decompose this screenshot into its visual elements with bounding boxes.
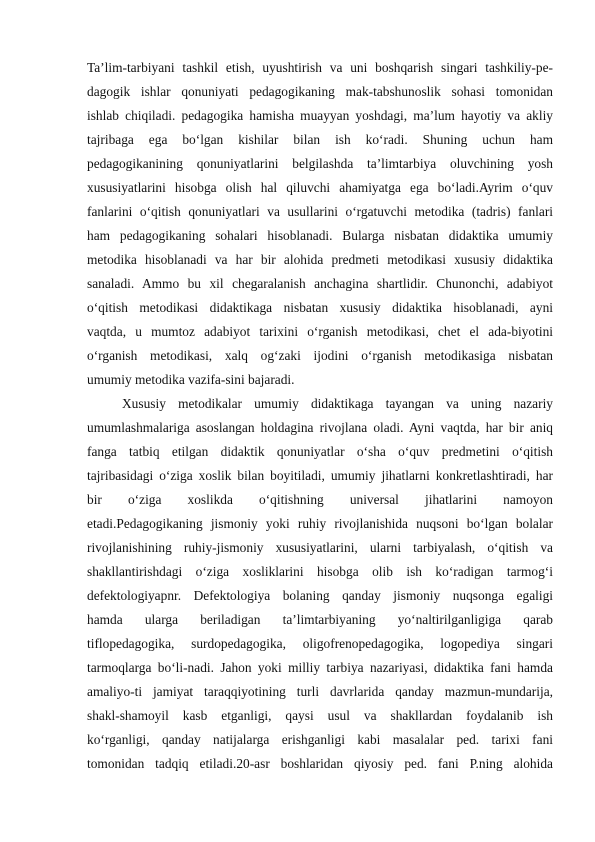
text-line: rivojlanishining ruhiy-jismoniy xususiyatlarini, ularni tarbiyalash, o‘qitish va: [87, 540, 553, 555]
text-line: umumiy metodika vazifa-sini bajaradi.: [87, 372, 295, 387]
text-line: Xususiy metodikalar umumiy didaktikaga tayangan va uning nazariy: [122, 396, 553, 411]
text-line: o‘rganish metodikasi, xalq og‘zaki ijodini o‘rganish metodikasiga nisbatan: [87, 348, 553, 363]
text-line: Ta’lim-tarbiyani tashkil etish, uyushtirish va uni boshqarish singari tashkiliy-pe-: [87, 60, 553, 75]
text-line: tomonidan tadqiq etiladi.20-asr boshlaridan qiyosiy ped. fani P.ning alohida: [87, 756, 553, 771]
text-line: tiflopedagogika, surdopedagogika, oligofrenopedagogika, logopediya singari: [87, 636, 553, 651]
text-line: umumlashmalariga asoslangan holdagina rivojlana oladi. Ayni vaqtda, har bir aniq: [87, 420, 553, 435]
text-line: etadi.Pedagogikaning jismoniy yoki ruhiy rivojlanishida nuqsoni bo‘lgan bolalar: [87, 516, 553, 531]
text-line: ishlab chiqiladi. pedagogika hamisha muayyan yoshdagi, ma’lum hayotiy va akliy: [87, 108, 553, 123]
text-line: ham pedagogikaning sohalari hisoblanadi. Bularga nisbatan didaktika umumiy: [87, 228, 553, 243]
text-line: vaqtda, u mumtoz adabiyot tarixini o‘rganish metodikasi, chet el ada-biyotini: [87, 324, 553, 339]
text-line: fanga tatbiq etilgan didaktik qonuniyatlar o‘sha o‘quv predmetini o‘qitish: [87, 444, 553, 459]
paragraph-2: [87, 392, 553, 776]
text-line: hamda ularga beriladigan ta’limtarbiyaning yo‘naltirilganligiga qarab: [87, 612, 553, 627]
text-line: defektologiyapnr. Defektologiya bolaning qanday jismoniy nuqsonga egaligi: [87, 588, 553, 603]
document-page: [87, 56, 553, 776]
text-line: shakl-shamoyil kasb etganligi, qaysi usul va shakllardan foydalanib ish: [87, 708, 553, 723]
paragraph-1: [87, 56, 553, 392]
text-line: ko‘rganligi, qanday natijalarga erishganligi kabi masalalar ped. tarixi fani: [87, 732, 553, 747]
text-line: tarmoqlarga bo‘li-nadi. Jahon yoki milliy tarbiya nazariyasi, didaktika fani hamda: [87, 660, 553, 675]
text-line: dagogik ishlar qonuniyati pedagogikaning mak-tabshunoslik sohasi tomonidan: [87, 84, 553, 99]
text-line: tajribasidagi o‘ziga xoslik bilan boyitiladi, umumiy jihatlarni konkretlashtiradi, har: [87, 468, 553, 483]
text-line: amaliyo-ti jamiyat taraqqiyotining turli davrlarida qanday mazmun-mundarija,: [87, 684, 553, 699]
text-line: fanlarini o‘qitish qonuniyatlari va usullarini o‘rgatuvchi metodika (tadris) fanlari: [87, 204, 553, 219]
text-line: o‘qitish metodikasi didaktikaga nisbatan xususiy didaktika hisoblanadi, ayni: [87, 300, 553, 315]
text-line: sanaladi. Ammo bu xil chegaralanish anchagina shartlidir. Chunonchi, adabiyot: [87, 276, 553, 291]
text-line: xususiyatlarini hisobga olish hal qiluvchi ahamiyatga ega bo‘ladi.Ayrim o‘quv: [87, 180, 553, 195]
text-line: shakllantirishdagi o‘ziga xosliklarini hisobga olib ish ko‘radigan tarmog‘i: [87, 564, 553, 579]
text-line: pedagogikanining qonuniyatlarini belgilashda ta’limtarbiya oluvchining yosh: [87, 156, 553, 171]
text-line: metodika hisoblanadi va har bir alohida predmeti metodikasi xususiy didaktika: [87, 252, 553, 267]
text-line: tajribaga ega bo‘lgan kishilar bilan ish ko‘radi. Shuning uchun ham: [87, 132, 553, 147]
text-line: bir o‘ziga xoslikda o‘qitishning universal jihatlarini namoyon: [87, 492, 553, 507]
